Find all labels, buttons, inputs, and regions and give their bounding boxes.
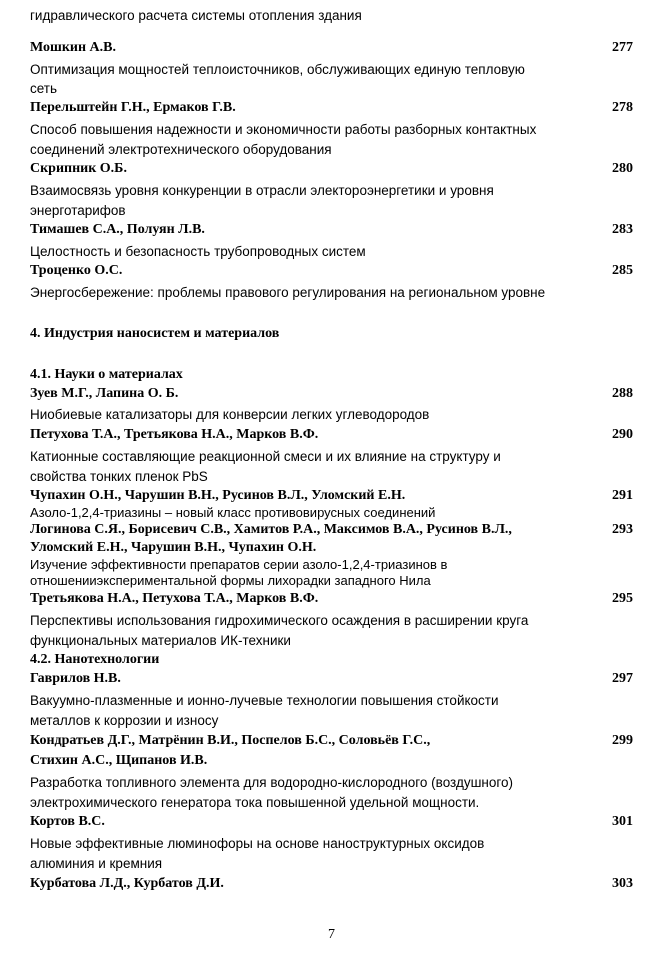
entry-authors: Чупахин О.Н., Чарушин В.Н., Русинов В.Л., Уломский Е.Н. 291: [30, 488, 633, 503]
page-number: 7: [328, 927, 335, 942]
entry-title: энерготарифов: [30, 203, 126, 218]
subsection-heading: 4.1. Науки о материалах: [30, 367, 183, 382]
entry-authors: Курбатова Л.Д., Курбатов Д.И. 303: [30, 876, 633, 891]
entry-page-number: 280: [612, 161, 633, 176]
entry-title: Азоло-1,2,4-триазины – новый класс противовирусных соединений: [30, 505, 436, 520]
entry-title: Способ повышения надежности и экономичности работы разборных контактных: [30, 122, 537, 137]
section-heading: 4. Индустрия наносистем и материалов: [30, 326, 280, 341]
entry-title: Энергосбережение: проблемы правового регулирования на региональном уровне: [30, 285, 546, 300]
entry-title: Перспективы использования гидрохимического осаждения в расширении круга: [30, 613, 529, 628]
entry-page-number: 277: [612, 40, 633, 55]
entry-page-number: 290: [612, 427, 633, 442]
entry-title: Изучение эффективности препаратов серии азоло-1,2,4-триазинов в: [30, 557, 448, 572]
entry-title: функциональных материалов ИК-техники: [30, 633, 291, 648]
entry-authors: Зуев М.Г., Лапина О. Б. 288: [30, 386, 633, 401]
entry-authors: Логинова С.Я., Борисевич С.В., Хамитов Р.А., Максимов В.А., Русинов В.Л., 293: [30, 522, 633, 537]
entry-title: Катионные составляющие реакционной смеси и их влияние на структуру и: [30, 449, 501, 464]
subsection-heading: 4.2. Нанотехнологии: [30, 652, 160, 667]
entry-title: свойства тонких пленок PbS: [30, 469, 208, 484]
entry-authors: Гаврилов Н.В. 297: [30, 671, 633, 686]
entry-page-number: 291: [612, 488, 633, 503]
entry-authors: Скрипник О.Б. 280: [30, 161, 633, 176]
entry-authors-continued: Уломский Е.Н., Чарушин В.Н., Чупахин О.Н.: [30, 540, 317, 555]
entry-page-number: 285: [612, 263, 633, 278]
entry-authors-continued: Стихин А.С., Щипанов И.В.: [30, 753, 208, 768]
entry-title: Взаимосвязь уровня конкуренции в отрасли электороэнергетики и уровня: [30, 183, 494, 198]
entry-authors: Мошкин А.В. 277: [30, 40, 633, 55]
continued-entry-title: гидравлического расчета системы отопления здания: [30, 8, 362, 23]
entry-title: алюминия и кремния: [30, 856, 163, 871]
entry-page-number: 283: [612, 222, 633, 237]
entry-authors: Петухова Т.А., Третьякова Н.А., Марков В.Ф. 290: [30, 427, 633, 442]
entry-title: сеть: [30, 81, 58, 96]
entry-authors: Третьякова Н.А., Петухова Т.А., Марков В.Ф. 295: [30, 591, 633, 606]
entry-title: Оптимизация мощностей теплоисточников, обслуживающих единую тепловую: [30, 62, 525, 77]
entry-authors: Кортов В.С. 301: [30, 814, 633, 829]
entry-title: Новые эффективные люминофоры на основе наноструктурных оксидов: [30, 836, 485, 851]
entry-page-number: 293: [612, 522, 633, 537]
entry-authors: Перельштейн Г.Н., Ермаков Г.В. 278: [30, 100, 633, 115]
entry-page-number: 303: [612, 876, 633, 891]
entry-title: отношенииэкспериментальной формы лихорадки западного Нила: [30, 573, 431, 588]
entry-title: Разработка топливного элемента для водородно-кислородного (воздушного): [30, 775, 513, 790]
entry-title: Ниобиевые катализаторы для конверсии легких углеводородов: [30, 407, 430, 422]
entry-authors: Кондратьев Д.Г., Матрёнин В.И., Поспелов Б.С., Соловьёв Г.С., 299: [30, 733, 633, 748]
entry-page-number: 288: [612, 386, 633, 401]
entry-title: электрохимического генератора тока повышенной удельной мощности.: [30, 795, 480, 810]
entry-page-number: 299: [612, 733, 633, 748]
entry-title: Вакуумно-плазменные и ионно-лучевые технологии повышения стойкости: [30, 693, 499, 708]
entry-title: Целостность и безопасность трубопроводных систем: [30, 244, 366, 259]
entry-authors: Тимашев С.А., Полуян Л.В. 283: [30, 222, 633, 237]
entry-page-number: 295: [612, 591, 633, 606]
entry-title: металлов к коррозии и износу: [30, 713, 219, 728]
entry-authors: Троценко О.С. 285: [30, 263, 633, 278]
entry-title: соединений электротехнического оборудования: [30, 142, 332, 157]
entry-page-number: 301: [612, 814, 633, 829]
entry-page-number: 278: [612, 100, 633, 115]
entry-page-number: 297: [612, 671, 633, 686]
